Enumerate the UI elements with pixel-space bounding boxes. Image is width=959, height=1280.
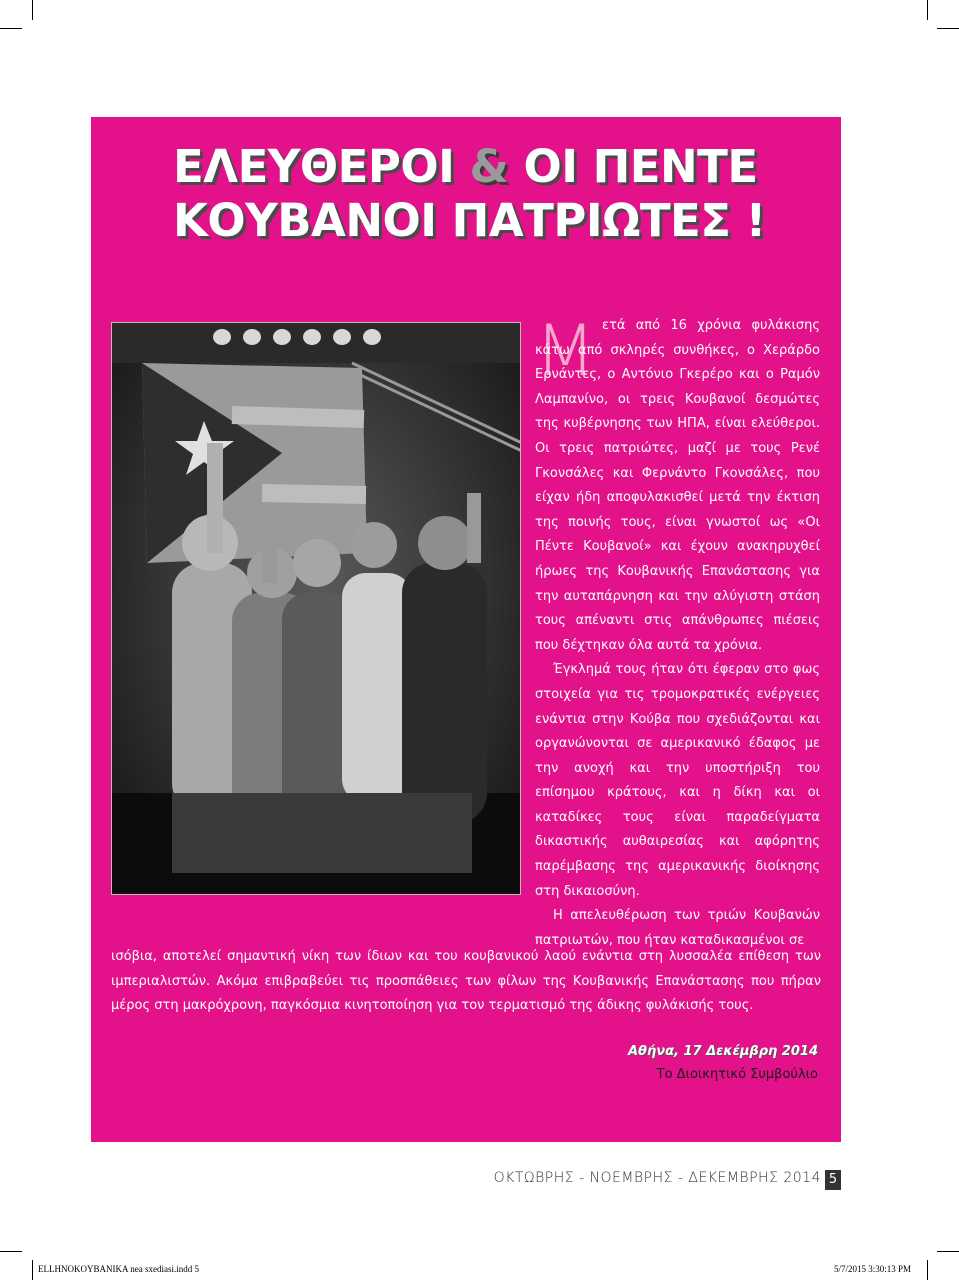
title-part1: ΕΛΕΥΘΕΡΟΙ bbox=[173, 140, 470, 193]
drop-cap: Μ bbox=[535, 310, 596, 392]
crop-mark bbox=[927, 0, 928, 20]
paragraph-3-end: ισόβια, αποτελεί σημαντική νίκη των ίδιων και του κουβανικού λαού ενάντια στη λυσσαλέα επίθεση των ιμπεριαλιστών. Ακόμα επιβραβεύει τις προσπάθειες των φίλων της Κουβανικής Επανάστασης που πήραν μέρος στη μακρόχρονη, παγκόσμια κινητοποίηση για τον τερματισμό της άδικης φυλάκισής τους. bbox=[111, 949, 821, 1014]
crop-mark bbox=[937, 1251, 959, 1252]
title-line2: ΚΟΥΒΑΝΟΙ ΠΑΤΡΙΩΤΕΣ ! bbox=[173, 194, 766, 247]
crop-mark bbox=[937, 28, 959, 29]
crop-mark bbox=[0, 1251, 22, 1252]
crop-mark bbox=[32, 1260, 33, 1280]
crop-mark bbox=[0, 28, 22, 29]
footer-issue: ΟΚΤΩΒΡΗΣ - ΝΟΕΜΒΡΗΣ - ΔΕΚΕΜΒΡΗΣ 2014 bbox=[493, 1170, 821, 1186]
crop-mark bbox=[32, 0, 33, 20]
signature-block bbox=[628, 1040, 818, 1086]
slug-file: ELLHNOKOYBANIKA nea sxediasi.indd 5 bbox=[38, 1264, 199, 1274]
article-full-width bbox=[111, 945, 821, 1019]
paragraph-2: Έγκλημά τους ήταν ότι έφεραν στο φως στοιχεία για τις τρομοκρατικές ενέργειες ενάντια στην Κούβα που σχεδιάζονται και οργανώνονται σε αμερικανικό έδαφος με την ανοχή και την υποστήριξη του επίσημου κράτους, και η δίκη και οι καταδίκες τους είναι παραδείγματα δικαστικής αυθαιρεσίας και αφόρητης παρέμβασης της αμερικανικής διοίκησης στη δικαιοσύνη. bbox=[535, 662, 820, 899]
article-title bbox=[173, 140, 813, 248]
photo-five-cubans bbox=[111, 322, 521, 895]
slug-time: 5/7/2015 3:30:13 PM bbox=[834, 1264, 912, 1274]
photo-illustration bbox=[112, 323, 521, 895]
title-part2: ΟΙ ΠΕΝΤΕ bbox=[508, 140, 758, 193]
title-ampersand: & bbox=[469, 140, 509, 193]
signature-date: Αθήνα, 17 Δεκέμβρη 2014 bbox=[627, 1044, 818, 1059]
crop-mark bbox=[927, 1260, 928, 1280]
article-column bbox=[535, 310, 820, 953]
paragraph-1: ετά από 16 χρόνια φυλάκισης κάτω από σκληρές συνθήκες, ο Χεράρδο Ερνάντες, ο Αντόνιο Γκερέρο και ο Ραμόν Λαμπανίνο, οι τρεις Κουβανοί δεσμώτες της κυβέρνησης των ΗΠΑ, είναι ελεύθεροι. Οι τρεις πατριώτες, μαζί με τους Ρενέ Γκονσάλες και Φερνάντο Γκονσάλες, που είχαν ήδη αποφυλακισθεί μετά την έκτιση της ποινής τους, είναι γνωστοί ως «Οι Πέντε Κουβανοί» και έχουν ανακηρυχθεί ήρωες της Κουβανικής Επανάστασης για την αυταπάρνηση και την αλύγιστη στάση τους απέναντι στις απάνθρωπες πιέσεις που δέχτηκαν όλα αυτά τα χρόνια. bbox=[535, 318, 820, 653]
page-number: 5 bbox=[825, 1170, 841, 1190]
paragraph-3-start: Η απελευθέρωση των τριών Κουβανών πατριωτών, που ήταν καταδικασμένοι σε bbox=[535, 908, 820, 948]
signature-author: Το Διοικητικό Συμβούλιο bbox=[656, 1067, 818, 1082]
